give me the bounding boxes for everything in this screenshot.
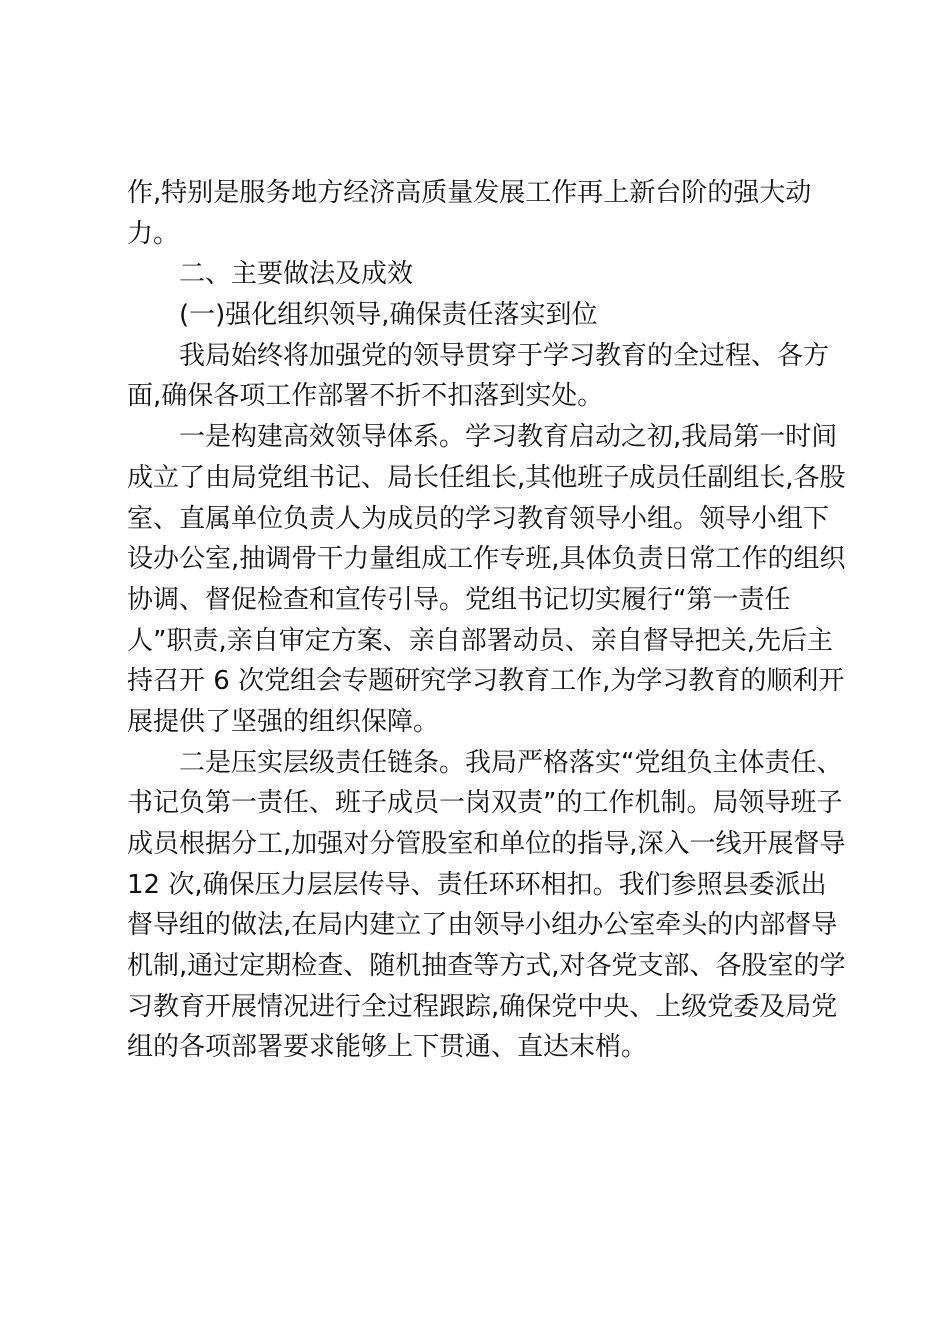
text-line: 设办公室,抽调骨干力量组成工作专班,具体负责日常工作的组织 <box>127 544 846 575</box>
text-line: 展提供了坚强的组织保障。 <box>127 706 440 737</box>
text-line: 一是构建高效领导体系。学习教育启动之初,我局第一时间 <box>179 422 838 453</box>
text-line: 协调、督促检查和宣传引导。党组书记切实履行“第一责任 <box>127 584 791 615</box>
text-line: 成立了由局党组书记、局长任组长,其他班子成员任副组长,各股 <box>127 462 846 493</box>
text-line: 持召开 6 次党组会专题研究学习教育工作,为学习教育的顺利开 <box>127 666 845 697</box>
text-line: 室、直属单位负责人为成员的学习教育领导小组。领导小组下 <box>127 503 830 534</box>
text-line: 组的各项部署要求能够上下贯通、直达末梢。 <box>127 1032 648 1063</box>
text-line: 人”职责,亲自审定方案、亲自部署动员、亲自督导把关,先后主 <box>127 625 833 656</box>
section-heading: 二、主要做法及成效 <box>179 259 414 290</box>
text-line: 面,确保各项工作部署不折不扣落到实处。 <box>127 381 604 412</box>
text-line: 二是压实层级责任链条。我局严格落实“党组负主体责任、 <box>179 747 843 778</box>
text-line: 力。 <box>127 218 180 249</box>
text-line: 督导组的做法,在局内建立了由领导小组办公室牵头的内部督导 <box>127 910 838 941</box>
text-line: 12 次,确保压力层层传导、责任环环相扣。我们参照县委派出 <box>127 869 827 900</box>
text-line: 成员根据分工,加强对分管股室和单位的指导,深入一线开展督导 <box>127 829 846 859</box>
text-line: 作,特别是服务地方经济高质量发展工作再上新台阶的强大动 <box>127 178 812 208</box>
text-line: 书记负第一责任、班子成员一岗双责”的工作机制。局领导班子 <box>127 788 843 819</box>
document-body <box>127 173 846 1068</box>
text-line: 我局始终将加强党的领导贯穿于学习教育的全过程、各方 <box>179 340 830 371</box>
text-line: 机制,通过定期检查、随机抽查等方式,对各党支部、各股室的学 <box>127 951 846 982</box>
subsection-heading: (一)强化组织领导,确保责任落实到位 <box>179 300 598 331</box>
text-line: 习教育开展情况进行全过程跟踪,确保党中央、上级党委及局党 <box>127 991 838 1022</box>
